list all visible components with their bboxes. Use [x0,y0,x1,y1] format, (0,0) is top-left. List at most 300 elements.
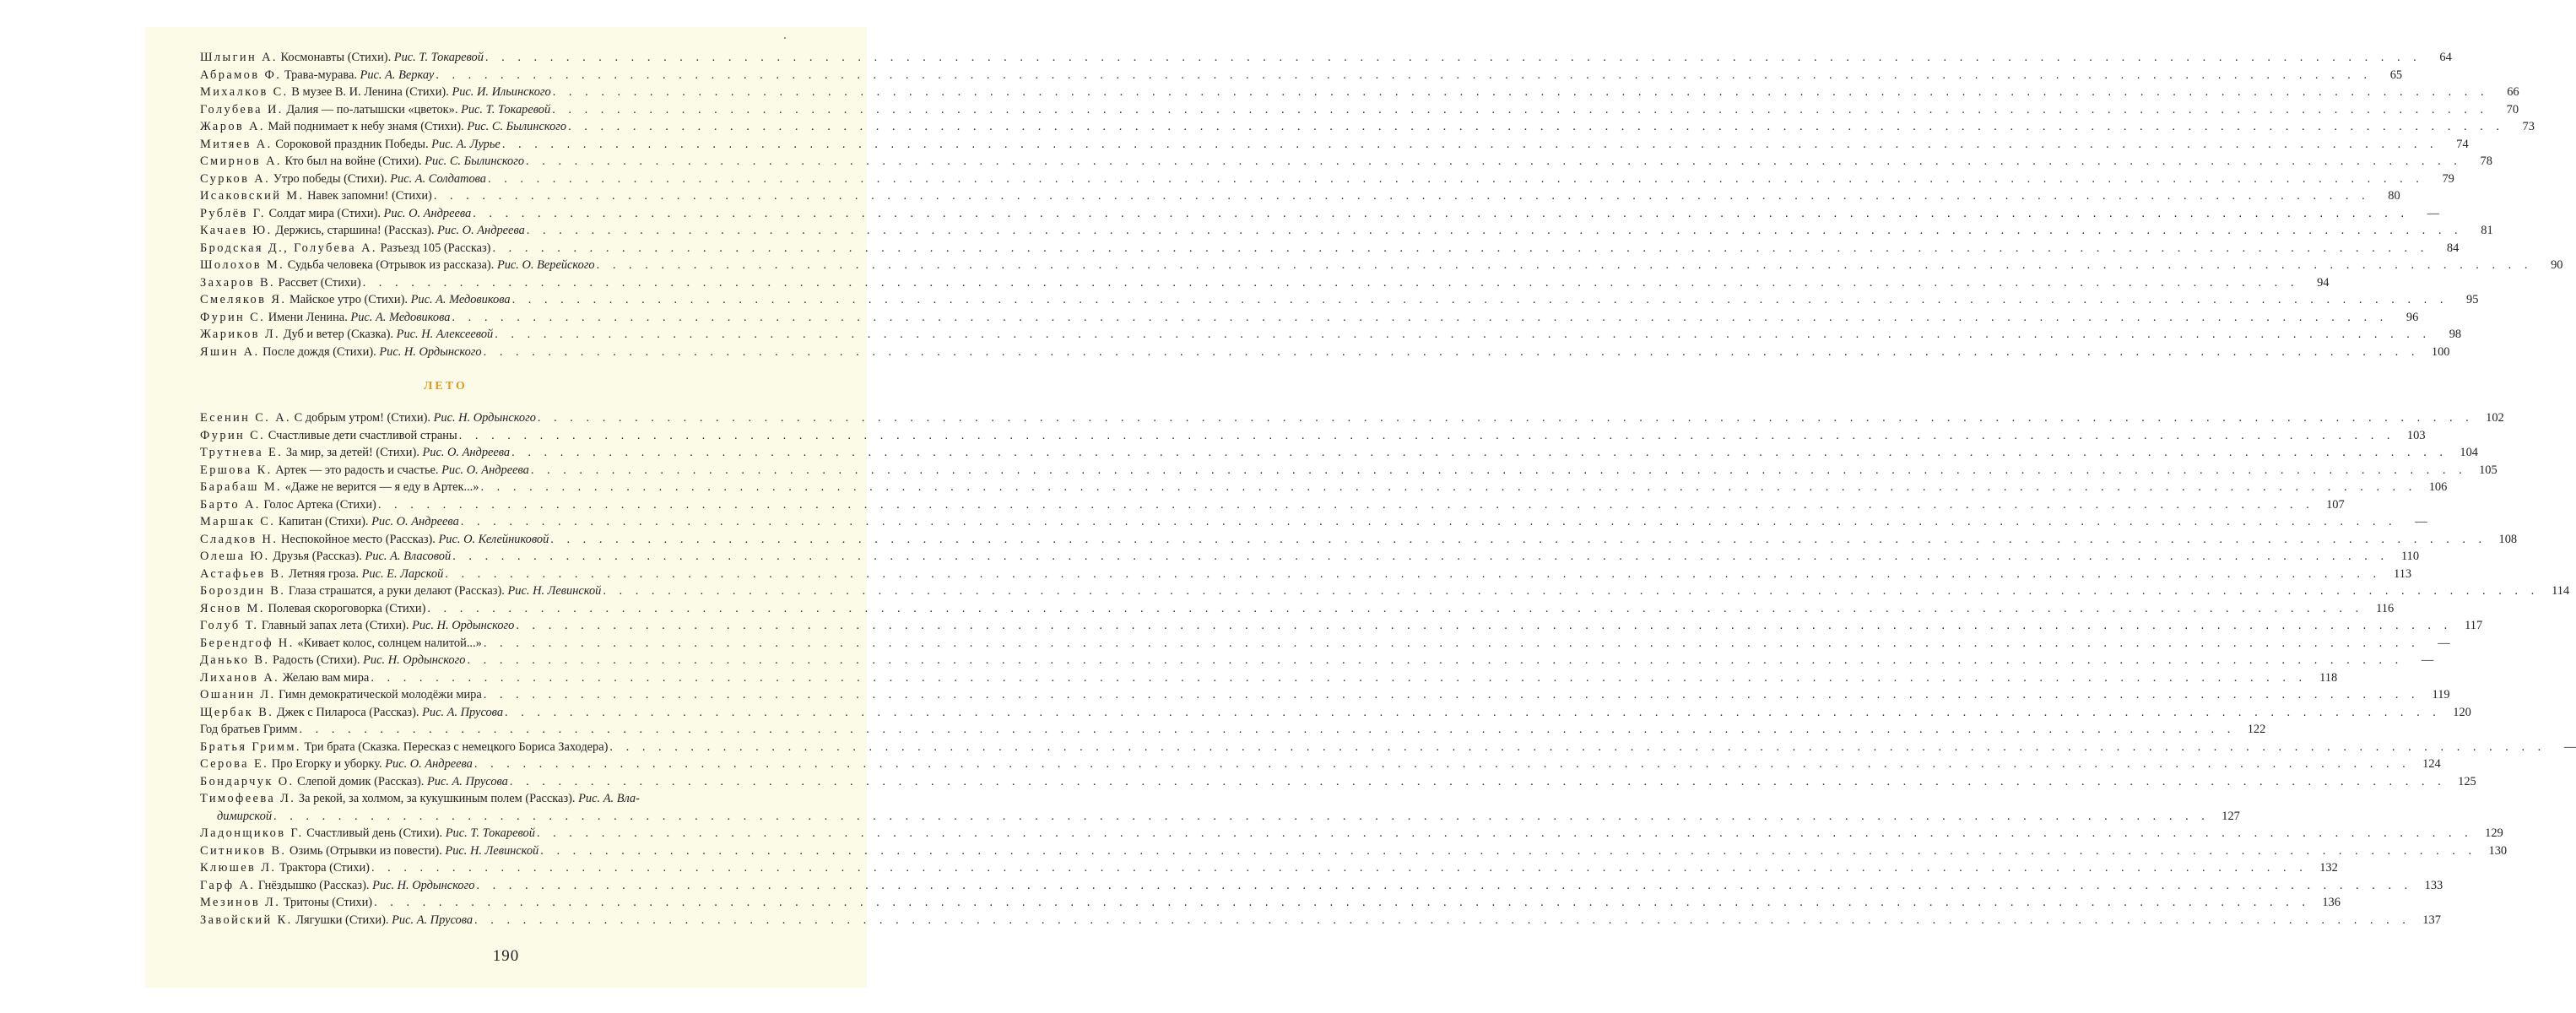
toc-illustrator: Рис. О. Верейского [496,258,595,272]
toc-illustrator: Рис. А. Медовикова [350,310,451,324]
toc-author: Тимофеева Л. [200,792,296,805]
toc-entry [200,101,2519,119]
toc-entry [200,118,2535,136]
toc-author: Шлыгин А. [200,51,278,64]
toc-author: Братья Гримм. [200,739,301,754]
toc-author: Михалков С. [200,85,289,99]
toc-title: Желаю вам мира [282,670,370,685]
toc-title: Летняя гроза. [289,566,359,581]
toc-entry-text [200,825,535,842]
toc-author: Смеляков Я. [200,293,287,306]
toc-author: Лиханов А. [200,670,280,685]
toc-author: Бондарчук О. [200,774,295,788]
toc-author: Голубева И. [200,102,284,116]
toc-title: За рекой, за холмом, за кукушкиным полем (Рассказ). [298,792,576,805]
toc-author: Барто А. [200,497,261,512]
toc-leader-dots: . . . . . . . . . . . . . . . . . . . . . . . . . . . . . . . . . . . . . . . . . . . . . . . . . . . . . . . . . . . . . . . . . . . . . . . . . . . . . . . . . . . . . . . . . . . . . . . . . . . . . . . . . . . . . . . . . . . . . . . . [552,85,2489,99]
toc-entry-line1 [200,790,813,808]
toc-page-number: 79 [2442,171,2454,186]
toc-title: Лягушки (Стихи). [295,913,389,927]
toc-leader-dots: . . . . . . . . . . . . . . . . . . . . . . . . . . . . . . . . . . . . . . . . . . . . . . . . . . . . . . . . . . . . . . . . . . . . . . . . . . . . . . . . . . . . . . . . . . . . . . . . . . . . . . . . . . . . . . . . . . . . . . . . [526,154,2462,168]
toc-author: Захаров В. [200,275,275,290]
toc-illustrator: Рис. Т. Токаревой [461,102,551,116]
toc-title: Главный запах лета (Стихи). [261,619,409,632]
toc-leader-dots: . . . . . . . . . . . . . . . . . . . . . . . . . . . . . . . . . . . . . . . . . . . . . . . . . . . . . . . . . . . . . . . . . . . . . . . . . . . . . . . . . . . . . . . . . . . . . . . . . . . . . . . . . . . . . . . . . . . . . . . . [474,757,2411,771]
toc-illustrator: Рис. Н. Алексеевой [396,328,494,341]
toc-title: Судьба человека (Отрывок из рассказа). [287,258,495,272]
toc-page-number: 129 [2485,826,2503,840]
toc-illustrator: Рис. Н. Ордынского [363,653,466,667]
toc-author: Клюшев Л. [200,861,277,875]
toc-leader-dots: . . . . . . . . . . . . . . . . . . . . . . . . . . . . . . . . . . . . . . . . . . . . . . . . . . . . . . . . . . . . . . . . . . . . . . . . . . . . . . . . . . . . . . . . . . . . . . . . . . . . . . . . . . . . . . . . . . . . . . . . [474,913,2411,927]
toc-leader-dots: . . . . . . . . . . . . . . . . . . . . . . . . . . . . . . . . . . . . . . . . . . . . . . . . . . . . . . . . . . . . . . . . . . . . . . . . . . . . . . . . . . . . . . . . . . . . . . . . . . . . . . . . . . . . . . . . . . . . . . . . [377,497,2314,512]
toc-title: Радость (Стихи). [272,653,360,667]
toc-entry [200,877,2443,895]
toc-title: Артек — это радость и счастье. [275,463,439,477]
toc-entry-text [200,462,529,479]
toc-entry-text [200,721,297,739]
toc-entry [200,739,2576,756]
toc-title: После дождя (Стихи). [262,344,376,359]
toc-illustrator: Рис. О. Андреева [441,463,529,477]
toc-page-number: 73 [2522,120,2535,133]
toc-title: Утро победы (Стихи). [273,171,387,186]
toc-leader-dots: . . . . . . . . . . . . . . . . . . . . . . . . . . . . . . . . . . . . . . . . . . . . . . . . . . . . . . . . . . . . . . . . . . . . . . . . . . . . . . . . . . . . . . . . . . . . . . . . . . . . . . . . . . . . . . . . . . . . . . . . [484,51,2422,64]
toc-illustrator: Рис. О. Андреева [385,757,473,771]
toc-illustrator: Рис. Н. Ордынского [379,344,482,359]
toc-page-number: 74 [2456,137,2469,151]
toc-page-number: 103 [2406,428,2426,442]
toc-page-number: 132 [2319,861,2338,875]
toc-illustrator: Рис. Т. Токаревой [393,51,484,64]
toc-page-number: 133 [2424,878,2443,892]
toc-entry-text [200,704,503,722]
toc-author: Сладков Н. [200,532,279,546]
toc-illustrator: Рис. А. Прусова [426,774,508,788]
toc-page-number: 116 [2376,601,2395,615]
toc-author: Рублёв Г. [200,206,266,220]
toc-author: Гарф А. [200,878,256,892]
toc-title: «Даже не верится — я еду в Артек...» [284,480,479,494]
toc-entry-text [200,409,536,427]
toc-leader-dots: . . . . . . . . . . . . . . . . . . . . . . . . . . . . . . . . . . . . . . . . . . . . . . . . . . . . . . . . . . . . . . . . . . . . . . . . . . . . . . . . . . . . . . . . . . . . . . . . . . . . . . . . . . . . . . . . . . . . . . . . [488,171,2424,186]
toc-entry-text [200,842,538,860]
toc-entry-text [200,669,369,687]
toc-entry [200,859,2338,877]
toc-author: Фурин С. [200,310,266,324]
toc-title: Про Егорку и уборку. [271,757,382,771]
toc-entry-text [200,635,482,653]
toc-illustrator: Рис. А. Лурье [431,137,501,151]
toc-entry-text [200,531,549,549]
toc-title: Слепой домик (Рассказ). [297,774,425,788]
toc-leader-dots: . . . . . . . . . . . . . . . . . . . . . . . . . . . . . . . . . . . . . . . . . . . . . . . . . . . . . . . . . . . . . . . . . . . . . . . . . . . . . . . . . . . . . . . . . . . . . . . . . . . . . . . . . . . . . . . . . . . . . . . . [452,550,2389,563]
toc-leader-dots: . . . . . . . . . . . . . . . . . . . . . . . . . . . . . . . . . . . . . . . . . . . . . . . . . . . . . . . . . . . . . . . . . . . . . . . . . . . . . . . . . . . . . . . . . . . . . . . . . . . . . . . . . . . . . . . . . . . . . . . . [433,189,2370,203]
toc-illustrator: Рис. Н. Левинской [507,584,602,598]
print-speck [784,37,786,39]
toc-illustrator: Рис. А. Прусова [392,913,474,927]
toc-entry [200,617,2483,635]
toc-leader-dots: . . . . . . . . . . . . . . . . . . . . . . . . . . . . . . . . . . . . . . . . . . . . . . . . . . . . . . . . . . . . . . . . . . . . . . . . . . . . . . . . . . . . . . . . . . . . . . . . . . . . . . . . . . . . . . . . . . . . . . . . [480,480,2417,494]
toc-leader-dots: . . . . . . . . . . . . . . . . . . . . . . . . . . . . . . . . . . . . . . . . . . . . . . . . . . . . . . . . . . . . . . . . . . . . . . . . . . . . . . . . . . . . . . . . . . . . . . . . . . . . . . . . . . . . . . . . . . . . . . . . [596,258,2533,272]
toc-page-number: 81 [2481,224,2493,237]
toc-page-number: 102 [2486,411,2504,425]
toc-author: Жаров А. [200,120,265,133]
toc-illustrator: Рис. Т. Токаревой [445,826,535,840]
toc-leader-dots: . . . . . . . . . . . . . . . . . . . . . . . . . . . . . . . . . . . . . . . . . . . . . . . . . . . . . . . . . . . . . . . . . . . . . . . . . . . . . . . . . . . . . . . . . . . . . . . . . . . . . . . . . . . . . . . . . . . . . . . . [540,843,2477,858]
toc-title: Солдат мира (Стихи). [268,206,381,220]
toc-leader-dots: . . . . . . . . . . . . . . . . . . . . . . . . . . . . . . . . . . . . . . . . . . . . . . . . . . . . . . . . . . . . . . . . . . . . . . . . . . . . . . . . . . . . . . . . . . . . . . . . . . . . . . . . . . . . . . . . . . . . . . . . [492,241,2429,255]
toc-entry [200,49,2452,67]
section-heading: ЛЕТО [424,380,468,393]
toc-entry-text [200,274,361,292]
toc-entry-text [200,756,473,773]
toc-title: Счастливый день (Стихи). [306,826,443,840]
toc-entry [200,496,2345,514]
toc-entry-text [200,894,372,912]
toc-page-number: 114 [2552,584,2570,598]
toc-author: Мезинов Л. [200,896,281,909]
toc-entry [200,67,2403,84]
toc-illustrator: Рис. О. Андреева [371,515,459,528]
toc-author: Данько В. [200,653,270,667]
toc-title: Глаза страшатся, а руки делают (Рассказ). [288,584,505,598]
toc-group-b [200,825,2508,929]
toc-section-summer [200,409,2576,929]
toc-author: Олеша Ю. [200,550,270,563]
toc-entry-text [200,600,425,618]
toc-entry-text [200,739,608,756]
toc-leader-dots: . . . . . . . . . . . . . . . . . . . . . . . . . . . . . . . . . . . . . . . . . . . . . . . . . . . . . . . . . . . . . . . . . . . . . . . . . . . . . . . . . . . . . . . . . . . . . . . . . . . . . . . . . . . . . . . . . . . . . . . . [505,705,2441,719]
toc-leader-dots: . . . . . . . . . . . . . . . . . . . . . . . . . . . . . . . . . . . . . . . . . . . . . . . . . . . . . . . . . . . . . . . . . . . . . . . . . . . . . . . . . . . . . . . . . . . . . . . . . . . . . . . . . . . . . . . . . . . . . . . . [550,532,2487,546]
toc-title: Трава-мурава. [284,68,357,82]
toc-entry [200,326,2462,344]
toc-illustrator: Рис. О. Андреева [437,224,525,237]
toc-leader-dots: . . . . . . . . . . . . . . . . . . . . . . . . . . . . . . . . . . . . . . . . . . . . . . . . . . . . . . . . . . . . . . . . . . . . . . . . . . . . . . . . . . . . . . . . . . . . . . . . . . . . . . . . . . . . . . . . . . . . . . . . [526,224,2463,237]
toc-page-number: 70 [2506,102,2519,116]
toc-title: Сороковой праздник Победы. [275,137,429,151]
toc-leader-dots: . . . . . . . . . . . . . . . . . . . . . . . . . . . . . . . . . . . . . . . . . . . . . . . . . . . . . . . . . . . . . . . . . . . . . . . . . . . . . . . . . . . . . . . . . . . . . . . . . . . . . . . . . . . . . . . . . . . . . . . . [362,275,2299,290]
toc-entry [200,444,2478,462]
toc-entry [200,912,2441,929]
toc-title: Друзья (Рассказ). [273,550,362,563]
toc-leader-dots: . . . . . . . . . . . . . . . . . . . . . . . . . . . . . . . . . . . . . . . . . . . . . . . . . . . . . . . . . . . . . . . . . . . . . . . . . . . . . . . . . . . . . . . . . . . . . . . . . . . . . . . . . . . . . . . . . . . . . . . . [501,137,2438,151]
toc-entry-text [200,444,510,462]
toc-title: С добрым утром! (Стихи). [294,411,430,425]
toc-entry [200,136,2469,154]
toc-page-number: 95 [2466,293,2479,306]
toc-leader-dots: . . . . . . . . . . . . . . . . . . . . . . . . . . . . . . . . . . . . . . . . . . . . . . . . . . . . . . . . . . . . . . . . . . . . . . . . . . . . . . . . . . . . . . . . . . . . . . . . . . . . . . . . . . . . . . . . . . . . . . . . [483,636,2420,650]
toc-title: Трактора (Стихи) [279,861,370,875]
toc-entry [200,721,2266,739]
toc-entry-text [200,344,482,361]
toc-entry [200,222,2493,240]
toc-page-number: — [2421,653,2434,667]
toc-leader-dots: . . . . . . . . . . . . . . . . . . . . . . . . . . . . . . . . . . . . . . . . . . . . . . . . . . . . . . . . . . . . . . . . . . . . . . . . . . . . . . . . . . . . . . . . . . . . . . . . . . . . . . . . . . . . . . . . . . . . . . . . [483,688,2420,702]
toc-page-number: 65 [2389,68,2403,82]
toc-leader-dots: . . . . . . . . . . . . . . . . . . . . . . . . . . . . . . . . . . . . . . . . . . . . . . . . . . . . . . . . . . . . . . . . . . . . . . . . . . . . . . . . . . . . . . . . . . . . . . . . . . . . . . . . . . . . . . . . . . . . . . . . [476,878,2413,892]
toc-illustrator: Рис. Н. Ордынского [372,878,475,892]
toc-author: Ершова К. [200,463,273,477]
toc-title: Гимн демократической молодёжи мира [279,688,482,702]
toc-page-number: 94 [2317,275,2330,290]
book-page [145,27,2576,988]
toc-author: Ладонщиков Г. [200,826,304,840]
toc-entry-text [200,240,490,257]
toc-entry [200,462,2498,479]
toc-page-number: 78 [2480,154,2492,168]
toc-leader-dots: . . . . . . . . . . . . . . . . . . . . . . . . . . . . . . . . . . . . . . . . . . . . . . . . . . . . . . . . . . . . . . . . . . . . . . . . . . . . . . . . . . . . . . . . . . . . . . . . . . . . . . . . . . . . . . . . . . . . . . . . [371,861,2308,875]
toc-entry-text [200,153,524,171]
toc-leader-dots: . . . . . . . . . . . . . . . . . . . . . . . . . . . . . . . . . . . . . . . . . . . . . . . . . . . . . . . . . . . . . . . . . . . . . . . . . . . . . . . . . . . . . . . . . . . . . . . . . . . . . . . . . . . . . . . . . . . . . . . . [603,584,2540,598]
toc-author: Трутнева Е. [200,446,284,459]
toc-author: Завойский К. [200,913,293,927]
toc-entry [200,842,2508,860]
toc-entry [200,582,2570,600]
toc-author: Яшин А. [200,344,260,359]
toc-title: Майское утро (Стихи). [289,293,408,306]
toc-author: Берендгоф Н. [200,636,295,650]
toc-entry [200,309,2419,327]
toc-page-number: 125 [2458,774,2476,788]
toc-page-number: 106 [2428,480,2448,494]
toc-author: Голуб Т. [200,619,259,632]
toc-page-number: 136 [2322,896,2341,909]
toc-author: Барабаш М. [200,480,283,494]
toc-page-number: 127 [2222,809,2240,823]
toc-author: Жариков Л. [200,328,281,341]
toc-page-number: 130 [2488,843,2508,858]
toc-entry [200,600,2395,618]
toc-entry-text [200,479,479,496]
toc-author: Бродская Д., Голубева А. [200,241,377,255]
toc-author: Маршак С. [200,515,276,528]
toc-entry-text [200,205,471,223]
toc-entry [200,344,2450,361]
toc-entry [200,635,2450,653]
toc-entry-text [200,136,501,154]
toc-illustrator: Рис. О. Андреева [422,446,511,459]
toc-author: Бороздин В. [200,584,286,598]
toc-leader-dots: . . . . . . . . . . . . . . . . . . . . . . . . . . . . . . . . . . . . . . . . . . . . . . . . . . . . . . . . . . . . . . . . . . . . . . . . . . . . . . . . . . . . . . . . . . . . . . . . . . . . . . . . . . . . . . . . . . . . . . . . [483,344,2420,359]
toc-page-number: 120 [2453,705,2471,719]
toc-entry [200,566,2412,583]
toc-page-number: 80 [2388,189,2400,203]
toc-illustrator: Рис. И. Ильинского [452,85,551,99]
toc-title: «Кивает колос, солнцем налитой...» [297,636,482,650]
toc-title: Счастливые дети счастливой страны [268,428,457,442]
toc-title: Держись, старшина! (Рассказ). [275,224,435,237]
toc-page-number: 84 [2446,241,2460,255]
toc-page-number: 118 [2319,670,2338,685]
toc-title: За мир, за детей! (Стихи). [285,446,419,459]
toc-illustrator: Рис. О. Андреева [383,206,472,220]
toc-leader-dots: . . . . . . . . . . . . . . . . . . . . . . . . . . . . . . . . . . . . . . . . . . . . . . . . . . . . . . . . . . . . . . . . . . . . . . . . . . . . . . . . . . . . . . . . . . . . . . . . . . . . . . . . . . . . . . . . . . . . . . . . [460,515,2397,528]
toc-entry-line2 [200,808,2240,826]
toc-title: В музее В. И. Ленина (Стихи). [291,85,449,99]
toc-entry [200,409,2504,427]
toc-leader-dots: . . . . . . . . . . . . . . . . . . . . . . . . . . . . . . . . . . . . . . . . . . . . . . . . . . . . . . . . . . . . . . . . . . . . . . . . . . . . . . . . . . . . . . . . . . . . . . . . . . . . . . . . . . . . . . . . . . . . . . . . [509,774,2446,788]
toc-page-number: 124 [2422,757,2441,771]
toc-entry-text [200,617,514,635]
toc-author: Серова Е. [200,757,269,771]
toc-page-number: 100 [2431,344,2450,359]
toc-page-number: 119 [2432,688,2450,702]
toc-page-number: 108 [2498,532,2518,546]
toc-title: Имени Ленина. [268,310,348,324]
toc-entry-wrapped [200,790,2240,825]
toc-entry-text [200,427,457,445]
toc-leader-dots: . . . . . . . . . . . . . . . . . . . . . . . . . . . . . . . . . . . . . . . . . . . . . . . . . . . . . . . . . . . . . . . . . . . . . . . . . . . . . . . . . . . . . . . . . . . . . . . . . . . . . . . . . . . . . . . . . . . . . . . . [467,653,2404,667]
toc-entry-text [200,496,376,514]
toc-page-number: — [2427,206,2440,220]
toc-author: Исаковский М. [200,189,305,203]
toc-page-number: 137 [2422,913,2441,927]
toc-entry [200,894,2341,912]
toc-leader-dots: . . . . . . . . . . . . . . . . . . . . . . . . . . . . . . . . . . . . . . . . . . . . . . . . . . . . . . . . . . . . . . . . . . . . . . . . . . . . . . . . . . . . . . . . . . . . . . . . . . . . . . . . . . . . . . . . . . . . . . . . [299,723,2236,736]
toc-title: Тритоны (Стихи) [283,896,373,909]
toc-title: Далия — по-латышски «цветок». [286,102,458,116]
toc-entry [200,531,2518,549]
toc-entry-text [200,309,450,327]
page-number-footer: 190 [492,947,520,965]
toc-illustrator: Рис. А. Власовой [365,550,452,563]
toc-illustrator: Рис. А. Прусова [422,705,504,719]
toc-page-number: 66 [2507,85,2519,99]
toc-leader-dots: . . . . . . . . . . . . . . . . . . . . . . . . . . . . . . . . . . . . . . . . . . . . . . . . . . . . . . . . . . . . . . . . . . . . . . . . . . . . . . . . . . . . . . . . . . . . . . . . . . . . . . . . . . . . . . . . . . . . . . . . [511,293,2449,306]
toc-entry [200,825,2503,842]
toc-page-number: 122 [2247,723,2266,736]
toc-entry [200,274,2330,292]
toc-entry-text [200,101,550,119]
toc-page-number: 98 [2449,328,2462,341]
toc-title: Голос Артека (Стихи) [263,497,376,512]
toc-leader-dots: . . . . . . . . . . . . . . . . . . . . . . . . . . . . . . . . . . . . . . . . . . . . . . . . . . . . . . . . . . . . . . . . . . . . . . . . . . . . . . . . . . . . . . . . . . . . . . . . . . . . . . . . . . . . . . . . . . . . . . . . [511,446,2448,459]
toc-author: Астафьев В. [200,566,286,581]
toc-entry [200,669,2338,687]
toc-entry [200,427,2426,445]
toc-leader-dots: . . . . . . . . . . . . . . . . . . . . . . . . . . . . . . . . . . . . . . . . . . . . . . . . . . . . . . . . . . . . . . . . . . . . . . . . . . . . . . . . . . . . . . . . . . . . . . . . . . . . . . . . . . . . . . . . . . . . . . . . [516,619,2453,632]
toc-page-number: 117 [2465,619,2483,632]
toc-leader-dots: . . . . . . . . . . . . . . . . . . . . . . . . . . . . . . . . . . . . . . . . . . . . . . . . . . . . . . . . . . . . . . . . . . . . . . . . . . . . . . . . . . . . . . . . . . . . . . . . . . . . . . . . . . . . . . . . . . . . . . . . [537,411,2474,425]
toc-entry [200,84,2519,101]
toc-entry [200,153,2492,171]
toc-entry-text [200,686,482,704]
toc-author: Есенин С. А. [200,411,292,425]
toc-author: Фурин С. [200,428,266,442]
toc-entry-text [200,291,511,309]
toc-leader-dots: . . . . . . . . . . . . . . . . . . . . . . . . . . . . . . . . . . . . . . . . . . . . . . . . . . . . . . . . . . . . . . . . . . . . . . . . . . . . . . . . . . . . . . . . . . . . . . . . . . . . . . . . . . . . . . . . . . . . . . . . [568,120,2504,133]
toc-entry-text [200,187,432,205]
toc-title: Капитан (Стихи). [278,515,369,528]
toc-entry [200,756,2441,773]
toc-title: Джек с Пилароса (Рассказ). [276,705,419,719]
toc-title: Озимь (Отрывки из повести). [290,843,442,858]
toc-illustrator: Рис. Н. Левинской [445,843,539,858]
toc-entry [200,240,2460,257]
toc-leader-dots: . . . . . . . . . . . . . . . . . . . . . . . . . . . . . . . . . . . . . . . . . . . . . . . . . . . . . . . . . . . . . . . . . . . . . . . . . . . . . . . . . . . . . . . . . . . . . . . . . . . . . . . . . . . . . . . . . . . . . . . . [609,739,2546,754]
toc-entry-text [200,652,465,669]
toc-title: Космонавты (Стихи). [280,51,392,64]
toc-illustrator: Рис. Н. Ордынского [412,619,515,632]
toc-group-a [200,409,2576,790]
toc-leader-dots: . . . . . . . . . . . . . . . . . . . . . . . . . . . . . . . . . . . . . . . . . . . . . . . . . . . . . . . . . . . . . . . . . . . . . . . . . . . . . . . . . . . . . . . . . . . . . . . . . . . . . . . . . . . . . . . . . . . . . . . . [473,206,2410,220]
toc-page-number: 107 [2326,497,2345,512]
toc-page-number: 105 [2479,463,2498,477]
toc-title: Неспокойное место (Рассказ). [280,532,436,546]
toc-entry [200,773,2476,791]
toc-illustrator: Рис. С. Былинского [467,120,567,133]
toc-illustrator: Рис. Н. Ордынского [433,411,536,425]
toc-leader-dots: . . . . . . . . . . . . . . . . . . . . . . . . . . . . . . . . . . . . . . . . . . . . . . . . . . . . . . . . . . . . . . . . . . . . . . . . . . . . . . . . . . . . . . . . . . . . . . . . . . . . . . . . . . . . . . . . . . . . . . . . [371,670,2308,685]
toc-entry-text [200,877,474,895]
toc-entry [200,479,2448,496]
toc-title: Три брата (Сказка. Пересказ с немецкого Бориса Заходера) [304,739,609,754]
toc-leader-dots: . . . . . . . . . . . . . . . . . . . . . . . . . . . . . . . . . . . . . . . . . . . . . . . . . . . . . . . . . . . . . . . . . . . . . . . . . . . . . . . . . . . . . . . . . . . . . . . . . . . . . . . . . . . . . . . . . . . . . . . . [452,310,2389,324]
toc-author: Шолохов М. [200,258,285,272]
toc-leader-dots: . . . . . . . . . . . . . . . . . . . . . . . . . . . . . . . . . . . . . . . . . . . . . . . . . . . . . . . . . . . . . . . . . . . . . . . . . . . . . . . . . . . . . . . . . . . . . . . . . . . . . . . . . . . . . . . . . . . . . . . . [530,463,2467,477]
toc-author: Ошанин Л. [200,688,276,702]
toc-entry-text [200,513,459,531]
toc-illustrator-cont: димирской [217,809,273,823]
toc-title: Рассвет (Стихи) [278,275,361,290]
toc-page-number: 113 [2394,566,2412,581]
toc-page-number: 104 [2460,446,2478,459]
toc-author: Качаев Ю. [200,224,273,237]
toc-illustrator: Рис. А. Солдатова [390,171,487,186]
toc-title: Дуб и ветер (Сказка). [283,328,394,341]
toc-entry-text [200,84,551,101]
toc-page-number: 90 [2551,258,2563,272]
toc-entry-text [200,118,566,136]
toc-title: Полевая скороговорка (Стихи) [268,601,426,615]
toc-title: Гнёздышко (Рассказ). [257,878,370,892]
toc-leader-dots: . . . . . . . . . . . . . . . . . . . . . . . . . . . . . . . . . . . . . . . . . . . . . . . . . . . . . . . . . . . . . . . . . . . . . . . . . . . . . . . . . . . . . . . . . . . . . . . . . . . . . . . . . . . . . . . . . . . . . . . . [374,896,2310,909]
toc-title: Год братьев Гримм [200,723,298,736]
toc-leader-dots: . . . . . . . . . . . . . . . . . . . . . . . . . . . . . . . . . . . . . . . . . . . . . . . . . . . . . . . . . . . . . . . . . . . . . . . . . . . . . . . . . . . . . . . . . . . . . . . . . . . . . . . . . . . . . . . . . . . . . . . . [552,102,2489,116]
toc-leader-dots: . . . . . . . . . . . . . . . . . . . . . . . . . . . . . . . . . . . . . . . . . . . . . . . . . . . . . . . . . . . . . . . . . . . . . . . . . . . . . . . . . . . . . . . . . . . . . . . . . . . . . . . . . . . . . . . . . . . . . . . . [458,428,2395,442]
toc-illustrator: Рис. Е. Ларской [361,566,444,581]
toc-author: Щербак В. [200,705,274,719]
toc-entry [200,187,2400,205]
toc-title: Май поднимает к небу знамя (Стихи). [268,120,464,133]
toc-page-number: 110 [2400,550,2420,563]
toc-entry-text [200,912,473,929]
toc-page-number: — [2415,515,2427,528]
toc-section-spring [200,49,2563,360]
toc-entry [200,205,2440,223]
toc-page-number: — [2438,636,2450,650]
toc-illustrator: Рис. О. Келейниковой [438,532,549,546]
toc-leader-dots: . . . . . . . . . . . . . . . . . . . . . . . . . . . . . . . . . . . . . . . . . . . . . . . . . . . . . . . . . . . . . . . . . . . . . . . . . . . . . . . . . . . . . . . . . . . . . . . . . . . . . . . . . . . . . . . . . . . . . . . . [436,68,2373,82]
toc-illustrator: Рис. А. Вла- [578,792,640,805]
toc-entry [200,257,2563,274]
toc-entry-text [200,859,370,877]
toc-author: Яснов М. [200,601,265,615]
toc-entry [200,652,2434,669]
toc-leader-dots: . . . . . . . . . . . . . . . . . . . . . . . . . . . . . . . . . . . . . . . . . . . . . . . . . . . . . . . . . . . . . . . . . . . . . . . . . . . . . . . . . . . . . . . . . . . . . . . . . . . . . . . . . . . . . . . . . . . . . . . . [536,826,2473,840]
toc-page-number: 96 [2406,310,2419,324]
toc-entry-text [200,566,443,583]
toc-page-number: 64 [2439,51,2452,64]
toc-entry [200,548,2420,566]
toc-entry-text [200,326,493,344]
toc-author: Смирнов А. [200,154,282,168]
toc-entry [200,686,2450,704]
toc-entry-text [200,582,601,600]
toc-author: Абрамов Ф. [200,68,282,82]
toc-illustrator: Рис. А. Веркау [360,68,435,82]
